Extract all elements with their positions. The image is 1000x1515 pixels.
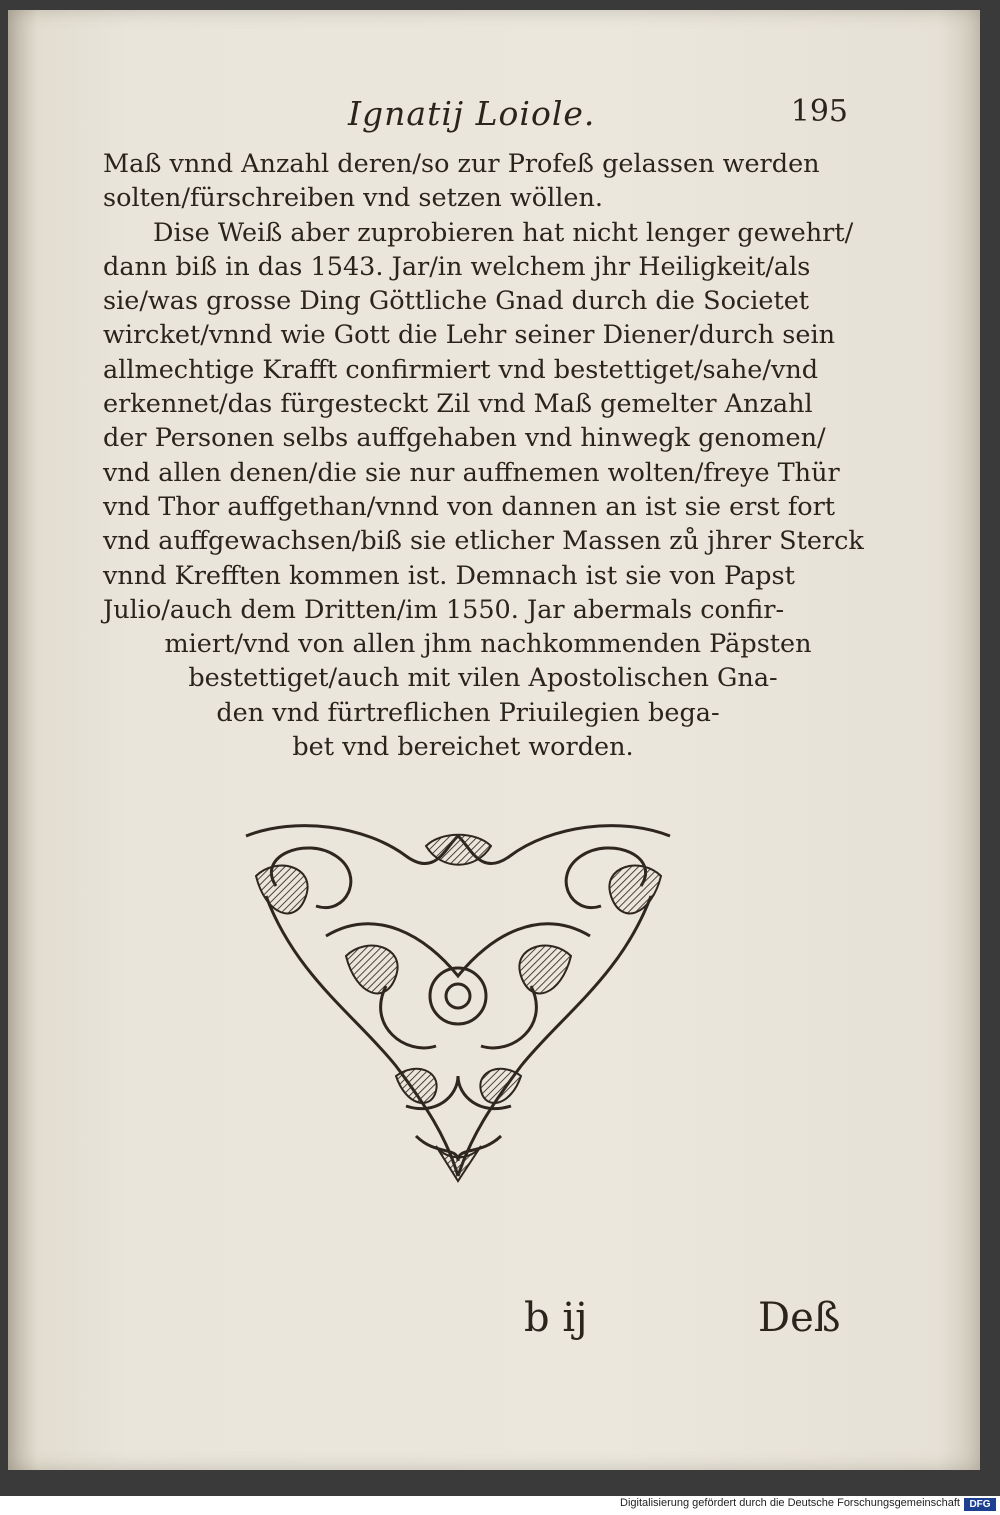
body-text	[103, 147, 864, 764]
text-line: Julio/auch dem Dritten/im 1550. Jar abermals confir-	[103, 594, 785, 625]
text-line: den vnd fürtreflichen Priuilegien bega-	[216, 697, 720, 728]
text-line: vnd allen denen/die sie nur auffnemen wolten/freye Thür	[103, 457, 840, 488]
text-line: vnd auffgewachsen/biß sie etlicher Massen zů jhrer Sterck	[103, 526, 864, 557]
book-page	[8, 10, 980, 1470]
text-line: miert/vnd von allen jhm nachkommenden Päpsten	[164, 629, 812, 660]
text-line: bet vnd bereichet worden.	[292, 732, 634, 763]
text-line: Dise Weiß aber zuprobieren hat nicht lenger gewehrt/	[153, 217, 854, 248]
footer-bar	[0, 1496, 1000, 1515]
signature-mark: b ij	[524, 1295, 588, 1341]
text-line: wircket/vnnd wie Gott die Lehr seiner Diener/durch sein	[103, 320, 836, 351]
running-title: Ignatij Loiole.	[348, 94, 596, 133]
dfg-logo-icon: DFG	[964, 1498, 996, 1511]
text-line: Maß vnnd Anzahl deren/so zur Profeß gelassen werden	[103, 149, 820, 179]
text-line: der Personen selbs auffgehaben vnd hinwegk genomen/	[103, 423, 826, 454]
text-line: solten/fürschreiben vnd setzen wöllen.	[103, 183, 604, 214]
text-line: sie/was grosse Ding Göttliche Gnad durch die Societet	[103, 286, 810, 317]
text-line: vnd Thor auffgethan/vnnd von dannen an ist sie erst fort	[103, 491, 836, 522]
page-number: 195	[790, 94, 848, 129]
text-line: vnnd Krefften kommen ist. Demnach ist sie von Papst	[103, 560, 795, 591]
catchword: Deß	[758, 1295, 841, 1341]
text-line: bestettiget/auch mit vilen Apostolischen Gna-	[188, 663, 778, 694]
footer-credit: Digitalisierung gefördert durch die Deutsche Forschungsgemeinschaft	[620, 1497, 960, 1509]
text-line: erkennet/das fürgesteckt Zil vnd Maß gemelter Anzahl	[103, 389, 813, 420]
text-line: allmechtige Krafft confirmiert vnd bestettiget/sahe/vnd	[103, 354, 819, 385]
text-line: dann biß in das 1543. Jar/in welchem jhr Heiligkeit/als	[103, 251, 811, 282]
page-header	[348, 94, 848, 134]
ornament-vignette	[236, 816, 681, 1186]
